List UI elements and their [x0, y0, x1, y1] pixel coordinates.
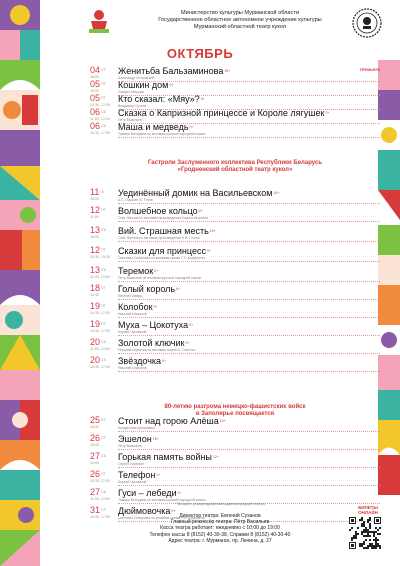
event-time: 18:00 — [90, 425, 99, 430]
age-footnote: * Возраст, рекомендованный администрацией театра — [175, 502, 265, 506]
event-title-text: Сказка о Капризной принцессе и Короле лягушек — [118, 108, 325, 118]
event-day: 06 — [90, 121, 101, 131]
event-weekday: ПТ — [101, 96, 106, 101]
event-title[interactable] — [118, 122, 194, 132]
age-rating: 16+ — [152, 437, 159, 441]
event-weekday: СБ — [101, 490, 106, 495]
row-divider — [118, 467, 380, 468]
event-title[interactable] — [118, 246, 211, 256]
contact-line: Главный режиссёр театра: Пётр Васильев — [170, 519, 270, 526]
event-time: 18:00 — [90, 89, 99, 94]
section-line: Гастроли Заслуженного коллектива Республики Беларусь — [147, 160, 323, 166]
event-title[interactable] — [118, 488, 182, 498]
event-title[interactable] — [118, 470, 160, 480]
contact-line: Директор театра: Евгений Суханов — [179, 513, 261, 519]
event-weekday: СБ — [101, 228, 106, 233]
age-rating: 0+ — [156, 473, 161, 477]
event-row[interactable] — [90, 302, 380, 322]
tickets-line: БИЛЕТЫ — [358, 505, 378, 510]
event-row[interactable] — [90, 206, 380, 226]
event-author: Тамара Володина по мотивам русской народной сказки — [118, 498, 206, 502]
event-title-text: Теремок — [118, 266, 154, 276]
age-rating: 0+ — [171, 509, 176, 513]
row-divider — [118, 221, 380, 222]
event-title-text: Кошкин дом — [118, 80, 169, 90]
event-time: 10:30, 17:00 — [90, 515, 110, 520]
event-weekday: ЧТ — [100, 190, 105, 195]
event-row[interactable] — [90, 226, 380, 246]
event-day: 20 — [90, 355, 101, 365]
tickets-online-label — [348, 505, 388, 515]
event-author: Сергей Кирюхин — [118, 462, 144, 466]
event-title-text: Гуси – лебеди — [118, 488, 177, 498]
event-day: 31 — [90, 505, 101, 515]
event-weekday: СБ — [101, 110, 106, 115]
row-divider — [118, 137, 380, 138]
section-anniversary — [90, 404, 380, 418]
theatre-logo-icon — [88, 8, 110, 34]
event-row[interactable] — [90, 188, 380, 208]
event-day: 27 — [90, 451, 101, 461]
event-day: 12 — [90, 205, 101, 215]
event-author: Тамара Володина по мотивам русской народной сказки — [118, 132, 206, 136]
section-line: «Гродненский областной театр кукол» — [177, 167, 293, 173]
event-title-text: Уединённый домик на Васильевском — [118, 188, 273, 198]
event-title-text: Вий. Страшная месть — [118, 226, 209, 236]
row-divider — [118, 371, 380, 372]
event-time: 10:30, 17:00 — [90, 311, 110, 316]
event-title-text: Женитьба Бальзаминова — [118, 66, 224, 76]
age-rating: 0+ — [200, 97, 205, 101]
event-time: 11:00, 13:00 — [90, 275, 110, 280]
event-author: Светлана Смирнова по мотивам сказки Г.Х. Андерсена — [118, 516, 205, 520]
event-title-text: Горькая память войны — [118, 452, 212, 462]
event-day: 13 — [90, 265, 101, 275]
event-time: 18:00 — [90, 197, 99, 202]
event-weekday: СБ — [101, 454, 106, 459]
event-date — [90, 506, 116, 519]
event-time: 15:30, 17:00 — [90, 131, 110, 136]
event-author: Светлана Смирнова по мотивам сказки Г.Х. Андерсена — [118, 256, 205, 260]
event-day: 18 — [90, 283, 101, 293]
event-title[interactable] — [118, 302, 158, 312]
event-weekday: ЧТ — [101, 68, 106, 73]
event-author: Олег Жеглов по мотивам произведения Бориса Шергина — [118, 216, 208, 220]
event-author: Самуил Маршак — [118, 90, 144, 94]
org-line: Мурманский областной театр кукол — [193, 24, 287, 31]
age-rating: 6+ — [198, 209, 203, 213]
event-date — [90, 266, 116, 279]
event-day: 11 — [90, 187, 100, 197]
age-rating: 0+ — [153, 305, 158, 309]
event-row[interactable] — [90, 452, 380, 472]
row-divider — [118, 317, 380, 318]
event-title-text: Голый король — [118, 284, 176, 294]
event-title-text: Дюймовочка — [118, 506, 171, 516]
age-rating: 0+ — [169, 83, 174, 87]
row-divider — [118, 261, 380, 262]
event-date — [90, 66, 116, 79]
event-row[interactable] — [90, 246, 380, 266]
age-rating: 12+ — [212, 455, 219, 459]
event-weekday: ЧТ — [101, 418, 106, 423]
event-weekday: СБ — [101, 268, 106, 273]
event-date — [90, 302, 116, 315]
event-title[interactable] — [118, 226, 216, 236]
event-title-text: Сказки для принцесс — [118, 246, 206, 256]
event-author: Петр Васильев — [118, 118, 142, 122]
month-title: ОКТЯБРЬ — [166, 46, 234, 61]
contact-line: Касса театра работает: ежедневно с 10:00 до 19:00 — [160, 525, 280, 532]
event-date — [90, 338, 116, 351]
age-rating: 0+ — [206, 249, 212, 253]
event-row[interactable] — [90, 266, 380, 286]
row-divider — [118, 353, 380, 354]
event-title[interactable] — [118, 206, 203, 216]
event-title[interactable] — [118, 66, 230, 76]
event-date — [90, 488, 116, 501]
event-title-text: Муха – Цокотуха — [118, 320, 189, 330]
event-weekday: ПТ — [101, 436, 106, 441]
event-date — [90, 356, 116, 369]
event-title[interactable] — [118, 284, 180, 294]
event-time: 11:00, 13:00 — [90, 497, 110, 502]
event-weekday: ПТ — [101, 82, 106, 87]
event-date — [90, 470, 116, 483]
event-day: 12 — [90, 245, 101, 255]
event-title-text: Телефон — [118, 470, 156, 480]
event-author: Корней Чуковский — [118, 480, 147, 484]
event-author: Олег Жеглов по мотивам произведений Н.В. Гоголя — [118, 236, 200, 240]
event-row[interactable] — [90, 122, 380, 142]
right-decorative-border — [378, 0, 400, 566]
event-row[interactable] — [90, 356, 380, 376]
age-rating: 0+ — [189, 323, 194, 327]
event-time: 10:30, 17:00 — [90, 479, 110, 484]
event-author: Николай Шувалов по мотивам сказки А. Толстого — [118, 348, 196, 352]
event-title-text: Золотой ключик — [118, 338, 185, 348]
event-day: 05 — [90, 79, 101, 89]
event-title-text: Колобок — [118, 302, 153, 312]
event-day: 04 — [90, 65, 101, 75]
event-row[interactable] — [90, 470, 380, 490]
event-weekday: ПТ — [101, 322, 106, 327]
event-date — [90, 434, 116, 447]
org-line: Министерство культуры Мурманской области — [180, 10, 300, 16]
event-weekday: ЧТ — [101, 286, 106, 291]
event-author: Владимир Сутеев — [118, 104, 147, 108]
event-row[interactable] — [90, 284, 380, 304]
event-day: 27 — [90, 487, 101, 497]
event-title[interactable] — [118, 188, 280, 198]
event-day: 26 — [90, 433, 101, 443]
event-time: 18:00 — [90, 443, 99, 448]
age-rating: 16+ — [273, 191, 280, 195]
event-author: Николай Шувалов — [118, 312, 147, 316]
event-weekday: СБ — [101, 124, 106, 129]
event-day: 25 — [90, 415, 101, 425]
event-title[interactable] — [118, 452, 219, 462]
event-time: 15:00 — [90, 461, 99, 466]
event-date — [90, 452, 116, 465]
event-date — [90, 122, 116, 135]
event-title[interactable] — [118, 80, 173, 90]
section-line: в Заполярье посвящается — [195, 411, 275, 417]
event-title[interactable] — [118, 356, 166, 366]
age-rating: 0+ — [154, 269, 159, 273]
event-row[interactable] — [90, 320, 380, 340]
age-rating: 0+ — [177, 491, 182, 495]
contact-line: Телефон кассы 8 (8152) 40-30-38, Справки 8 (8152) 40-30-40 — [149, 531, 291, 538]
event-day: 26 — [90, 469, 101, 479]
contact-line: Адрес театра: г. Мурманск, пр. Ленина, д. 27 — [168, 537, 272, 544]
event-weekday: СБ — [101, 358, 106, 363]
event-title[interactable] — [118, 108, 330, 118]
row-divider — [118, 335, 380, 336]
event-title-text: Маша и медведь — [118, 122, 189, 132]
event-weekday: ПТ — [101, 208, 106, 213]
age-rating: 12+ — [219, 419, 226, 423]
qr-code-icon[interactable] — [349, 517, 381, 549]
event-date — [90, 94, 116, 107]
event-date — [90, 188, 116, 201]
event-time: 18:00 — [90, 75, 99, 80]
organization-header — [140, 10, 340, 32]
event-author: Петр Васильев — [118, 444, 142, 448]
event-author: Петр Васильев по мотивам русской народной сказки — [118, 276, 202, 280]
event-author: Александр Островский — [118, 76, 155, 80]
event-date — [90, 284, 116, 297]
event-row[interactable] — [90, 338, 380, 358]
age-rating: 16+ — [209, 229, 216, 233]
event-author: А.С. Пушкин, В. Титов — [118, 198, 153, 202]
section-line: 80-летию разгрома немецко-фашистских войск — [164, 404, 306, 410]
event-time: 11:00 — [90, 215, 99, 220]
event-author: Николай Шувалов — [118, 366, 147, 370]
event-row[interactable] — [90, 434, 380, 454]
event-day: 19 — [90, 319, 101, 329]
row-divider — [118, 485, 380, 486]
event-day: 06 — [90, 107, 101, 117]
event-title[interactable] — [118, 320, 193, 330]
event-date — [90, 108, 116, 121]
event-date — [90, 226, 116, 239]
age-rating: 0+ — [185, 341, 190, 345]
event-date — [90, 206, 116, 219]
event-date — [90, 246, 116, 259]
row-divider — [118, 281, 380, 282]
event-weekday: СБ — [101, 340, 106, 345]
event-weekday: СР — [101, 508, 107, 513]
event-row[interactable] — [90, 416, 380, 436]
section-belarus-tour — [90, 160, 380, 174]
event-title[interactable] — [118, 94, 205, 104]
event-title-text: Волшебное кольцо — [118, 206, 198, 216]
event-weekday: ПТ — [101, 472, 106, 477]
event-day: 19 — [90, 301, 101, 311]
event-date — [90, 80, 116, 93]
row-divider — [118, 431, 380, 432]
row-divider — [118, 299, 380, 300]
event-time: 18:00 — [90, 235, 99, 240]
event-title[interactable] — [118, 434, 159, 444]
event-time: 11:00, 13:00 — [90, 117, 110, 122]
org-line: Государственное областное автономное учреждение культуры — [158, 17, 322, 24]
premiere-badge: ПРЕМЬЕРА — [359, 68, 380, 72]
event-weekday: ПТ — [101, 248, 106, 253]
event-date — [90, 320, 116, 333]
row-divider — [118, 241, 380, 242]
tickets-line: ОНЛАЙН — [358, 510, 378, 515]
event-day: 05 — [90, 93, 101, 103]
event-weekday: ПТ — [101, 304, 106, 309]
age-rating: 6+ — [176, 287, 181, 291]
age-rating: 0+ — [325, 111, 330, 115]
row-divider — [118, 449, 380, 450]
event-title[interactable] — [118, 266, 158, 276]
event-day: 20 — [90, 337, 101, 347]
event-title[interactable] — [118, 338, 190, 348]
event-title-text: Эшелон — [118, 434, 152, 444]
event-time: 10:30, 15:30 — [90, 255, 110, 260]
event-time: 11:00, 13:00 — [90, 347, 110, 352]
anniversary-emblem-icon — [352, 8, 382, 38]
theatre-contacts — [120, 513, 320, 544]
event-title-text: Звёздочка — [118, 356, 162, 366]
event-time: 15:30, 17:00 — [90, 365, 110, 370]
age-rating: 16+ — [224, 69, 231, 73]
event-author: Корней Чуковский — [118, 330, 147, 334]
row-divider — [118, 203, 380, 204]
event-time: 10:30 — [90, 293, 99, 298]
event-time: 10:30, 17:00 — [90, 103, 110, 108]
age-rating: 0+ — [189, 125, 194, 129]
event-day: 13 — [90, 225, 101, 235]
event-author: Концертная программа — [118, 426, 155, 430]
event-author: Евгений Шварц — [118, 294, 143, 298]
event-title-text: Кто сказал: «Мяу»? — [118, 94, 200, 104]
event-title-text: Стоит над горою Алёша — [118, 416, 219, 426]
left-decorative-border — [0, 0, 40, 566]
age-rating: 0+ — [162, 359, 167, 363]
event-time: 10:30, 17:00 — [90, 329, 110, 334]
